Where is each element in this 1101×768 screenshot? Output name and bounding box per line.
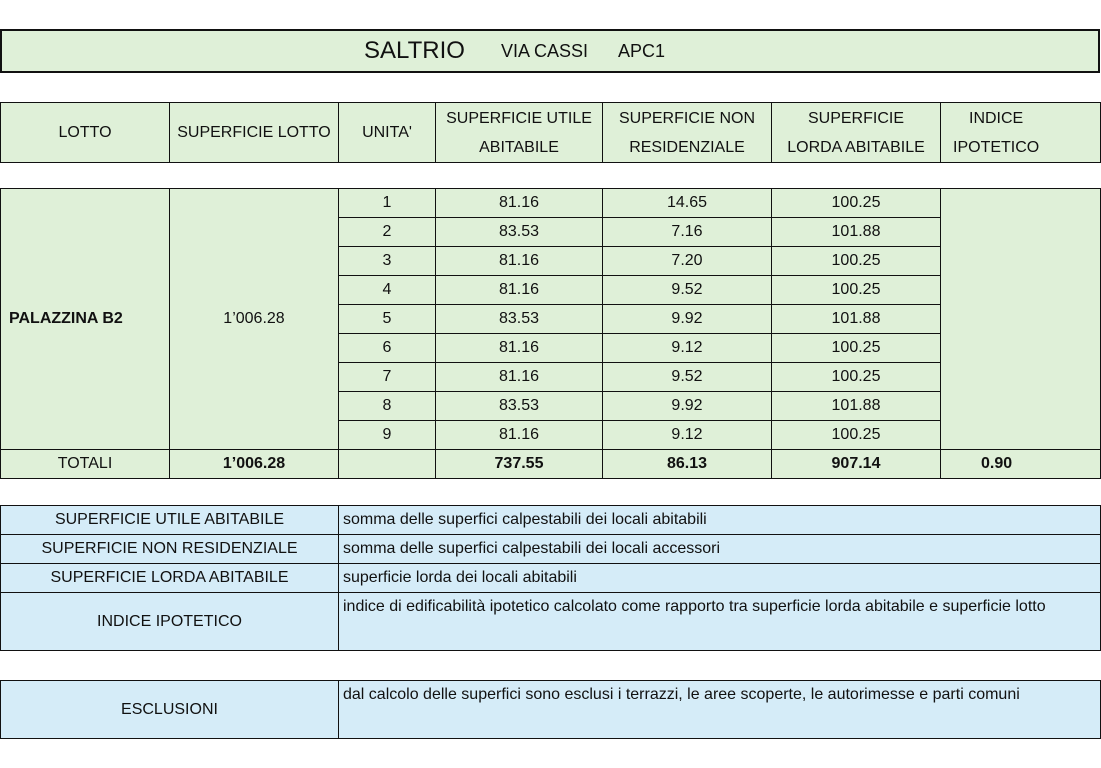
header-unita: UNITA': [339, 103, 436, 163]
legend-rows: [1, 506, 1101, 651]
header-sla-line2: LORDA ABITABILE: [787, 138, 925, 156]
totals-sua: 737.55: [436, 450, 603, 479]
unit-rows: [1, 189, 1101, 450]
unit-sla: 100.25: [772, 189, 941, 218]
header-indice: [941, 103, 1101, 163]
unit-sua: 81.16: [436, 189, 603, 218]
esclusioni-table: [0, 680, 1101, 739]
legend-term: SUPERFICIE UTILE ABITABILE: [1, 506, 339, 535]
header-sla-line1: SUPERFICIE: [807, 109, 904, 127]
unit-snr: 7.20: [603, 247, 772, 276]
totals-label: TOTALI: [1, 450, 170, 479]
unit-snr: 14.65: [603, 189, 772, 218]
legend-def: somma delle superfici calpestabili dei locali abitabili: [339, 506, 1101, 535]
legend-term: SUPERFICIE NON RESIDENZIALE: [1, 535, 339, 564]
unit-sla: 101.88: [772, 305, 941, 334]
title-city: SALTRIO: [364, 37, 465, 64]
unit-number: 8: [339, 392, 436, 421]
unit-number: 4: [339, 276, 436, 305]
totals-unita-empty: [339, 450, 436, 479]
unit-sla: 100.25: [772, 421, 941, 450]
unit-sla: 100.25: [772, 247, 941, 276]
legend-row: [1, 564, 1101, 593]
legend-row: [1, 593, 1101, 651]
unit-sua: 83.53: [436, 392, 603, 421]
header-sla: [772, 103, 941, 163]
unit-sua: 83.53: [436, 305, 603, 334]
unit-sua: 81.16: [436, 334, 603, 363]
unit-snr: 9.52: [603, 363, 772, 392]
unit-number: 2: [339, 218, 436, 247]
title-street: VIA CASSI: [501, 41, 589, 61]
unit-sla: 100.25: [772, 276, 941, 305]
header-superficie-lotto: SUPERFICIE LOTTO: [170, 103, 339, 163]
header-sua: [436, 103, 603, 163]
unit-sla: 101.88: [772, 218, 941, 247]
unit-snr: 9.12: [603, 334, 772, 363]
legend-row: [1, 535, 1101, 564]
header-snr-line1: SUPERFICIE NON: [618, 109, 755, 127]
unit-number: 7: [339, 363, 436, 392]
legend-def: superficie lorda dei locali abitabili: [339, 564, 1101, 593]
legend-def: indice di edificabilità ipotetico calcolato come rapporto tra superficie lorda abitabile e superficie lotto: [339, 593, 1101, 651]
unit-snr: 9.92: [603, 392, 772, 421]
legend-term: INDICE IPOTETICO: [1, 593, 339, 651]
title-code: APC1: [618, 41, 666, 61]
title-band: [0, 29, 1100, 73]
data-table: [0, 188, 1101, 479]
unit-sua: 81.16: [436, 247, 603, 276]
unit-number: 5: [339, 305, 436, 334]
indice-empty: [941, 189, 1101, 450]
totals-sla: 907.14: [772, 450, 941, 479]
unit-sua: 81.16: [436, 421, 603, 450]
header-snr-line2: RESIDENZIALE: [629, 138, 745, 156]
header-sua-line2: ABITABILE: [479, 138, 559, 156]
header-indice-line1: INDICE: [969, 109, 1024, 127]
header-table: [0, 102, 1101, 163]
legend-def: somma delle superfici calpestabili dei locali accessori: [339, 535, 1101, 564]
unit-sla: 100.25: [772, 334, 941, 363]
unit-number: 1: [339, 189, 436, 218]
header-sua-line1: SUPERFICIE UTILE: [446, 109, 592, 127]
unit-sla: 101.88: [772, 392, 941, 421]
unit-number: 9: [339, 421, 436, 450]
lotto-superficie: 1’006.28: [170, 189, 339, 450]
totals-superficie: 1’006.28: [170, 450, 339, 479]
unit-snr: 9.52: [603, 276, 772, 305]
unit-number: 3: [339, 247, 436, 276]
header-lotto: LOTTO: [1, 103, 170, 163]
esclusioni-def: dal calcolo delle superfici sono esclusi i terrazzi, le aree scoperte, le autorimesse e parti comuni: [339, 681, 1101, 739]
unit-sua: 81.16: [436, 363, 603, 392]
lotto-name: PALAZZINA B2: [1, 189, 170, 450]
unit-sla: 100.25: [772, 363, 941, 392]
legend-term: SUPERFICIE LORDA ABITABILE: [1, 564, 339, 593]
unit-snr: 9.12: [603, 421, 772, 450]
unit-sua: 83.53: [436, 218, 603, 247]
header-snr: [603, 103, 772, 163]
table-row: [1, 189, 1101, 218]
totals-indice: 0.90: [941, 450, 1101, 479]
legend-row: [1, 506, 1101, 535]
totals-snr: 86.13: [603, 450, 772, 479]
legend-table: [0, 505, 1101, 651]
totals-row: [1, 450, 1101, 479]
unit-sua: 81.16: [436, 276, 603, 305]
unit-snr: 9.92: [603, 305, 772, 334]
unit-snr: 7.16: [603, 218, 772, 247]
header-indice-line2: IPOTETICO: [953, 138, 1040, 156]
esclusioni-term: ESCLUSIONI: [1, 681, 339, 739]
unit-number: 6: [339, 334, 436, 363]
